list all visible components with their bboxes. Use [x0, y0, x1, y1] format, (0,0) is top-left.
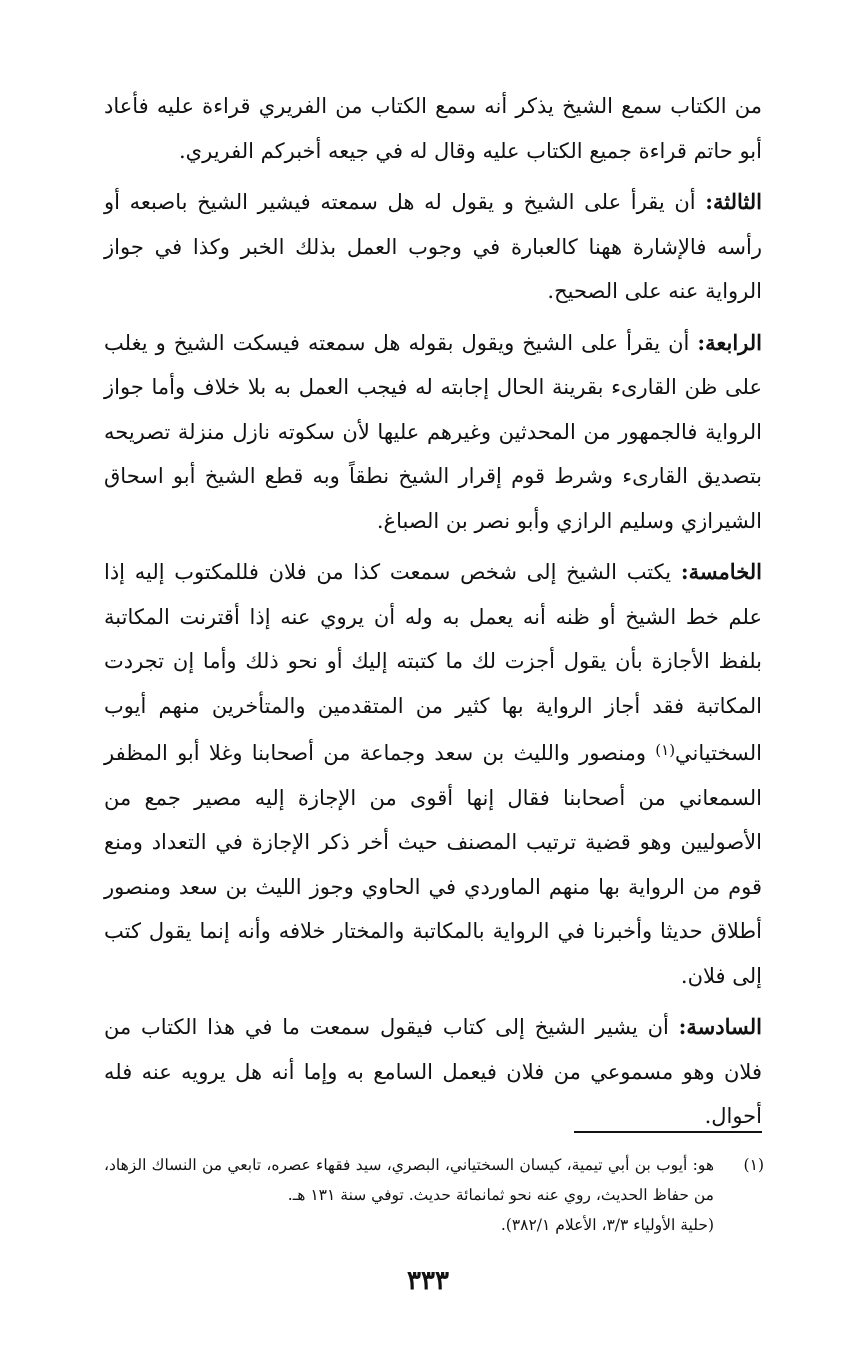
footnote-reference: (١) — [655, 741, 676, 759]
paragraph-text: ومنصور والليث بن سعد وجماعة من أصحابنا وغلا أبو المظفر السمعاني من أصحابنا فقال إنها أقوى من الإجازة إليه مصير جمع من الأصوليين وهو قضية ترتيب المصنف حيث أخر ذكر الإجازة في التعداد ومنع قوم من الرواية بها منهم الماوردي في الحاوي وجوز الليث بن سعد ومنصور أطلاق حديثا وأخبرنا في الرواية بالمكاتبة والمختار خلافه وأنه إنما يقول كتب إلى فلان. — [104, 741, 762, 988]
paragraph-text: أن يشير الشيخ إلى كتاب فيقول سمعت ما في هذا الكتاب من فلان وهو مسموعي من فلان فيعمل السامع به وإما أنه هل يرويه عنه فله أحوال. — [104, 1015, 762, 1128]
paragraph-sixth — [104, 1005, 762, 1139]
footnote-number: (١) — [743, 1156, 764, 1174]
paragraph-continuation — [104, 84, 762, 173]
paragraph-fifth — [104, 550, 762, 998]
paragraph-text: أن يقرأ على الشيخ و يقول له هل سمعته فيشير الشيخ باصبعه أو رأسه فالإشارة ههنا كالعبارة في وجوب العمل بذلك الخبر وكذا في جواز الرواية عنه على الصحيح. — [104, 190, 762, 303]
paragraph-heading: الرابعة: — [697, 329, 762, 355]
paragraph-text: من الكتاب سمع الشيخ يذكر أنه سمع الكتاب من الفريري قراءة عليه فأعاد أبو حاتم قراءة جميع الكتاب عليه وقال له في جيعه أخبركم الفريري. — [104, 94, 762, 163]
paragraph-third — [104, 180, 762, 314]
footnotes — [104, 1150, 764, 1240]
paragraph-heading: الخامسة: — [680, 559, 762, 584]
paragraph-text: أن يقرأ على الشيخ ويقول بقوله هل سمعته فيسكت الشيخ و يغلب على ظن القارىء بقرينة الحال إجابته له فيجب العمل به بلا خلاف وأما جواز الرواية فالجمهور من المحدثين وغيرهم عليها لأن سكوته نازل منزلة تصريحه بتصديق القارىء وشرط قوم إقرار الشيخ نطقاً وبه قطع الشيخ أبو اسحاق الشيرازي وسليم الرازي وأبو نصر بن الصباغ. — [104, 330, 762, 533]
footnote-source: (حلية الأولياء ٣/٣، الأعلام ٣٨٢/١). — [500, 1216, 714, 1234]
paragraph-heading: الثالثة: — [705, 189, 762, 214]
paragraph-heading: السادسة: — [678, 1014, 762, 1039]
main-text — [104, 84, 762, 1146]
footnote-item — [104, 1150, 764, 1240]
footnote-text: هو: أيوب بن أبي تيمية، كيسان السختياني، البصري، سيد فقهاء عصره، تابعي من النساك الزهاد، من حفاظ الحديث، روي عنه نحو ثمانمائة حديث. توفي سنة ١٣١ هـ. — [104, 1156, 714, 1204]
footnote-body — [104, 1150, 714, 1240]
page-number: ٣٣٣ — [407, 1266, 449, 1296]
paragraph-text: يكتب الشيخ إلى شخص سمعت كذا من فلان فللمكتوب إليه إذا علم خط الشيخ أو ظنه أنه يعمل به وله أن يروي عنه إذا أقترنت المكاتبة بلفظ الأجازة بأن يقول أجزت لك ما كتبته إليك أو نحو ذلك وأما إن تجردت المكاتبة فقد أجاز الرواية بها كثير من المتقدمين والمتأخرين منهم أيوب السختياني — [104, 560, 762, 765]
paragraph-fourth — [104, 321, 762, 544]
footnote-divider — [574, 1131, 762, 1133]
